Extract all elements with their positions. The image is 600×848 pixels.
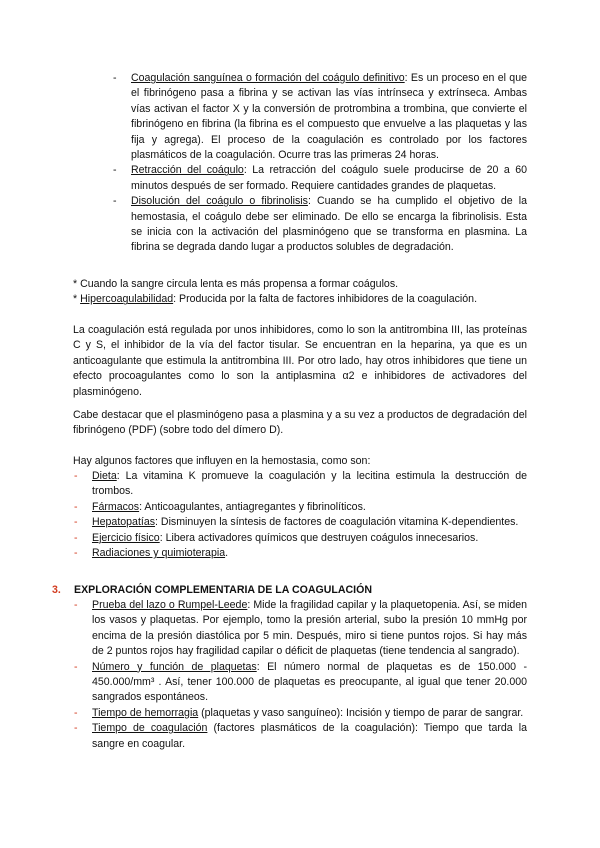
list-item	[74, 531, 527, 546]
note-1: * Cuando la sangre circula lenta es más propensa a formar coágulos.	[73, 278, 399, 290]
note-2-prefix: *	[73, 293, 81, 306]
term-prueba-lazo: Prueba del lazo o Rumpel-Leede	[92, 599, 248, 611]
list-item	[113, 71, 527, 163]
term-dieta: Dieta	[92, 470, 117, 482]
dash-bullet: -	[113, 195, 117, 208]
term-radiaciones: Radiaciones y quimioterapia	[92, 547, 226, 560]
item-text: : Anticoagulantes, antiagregantes y fibrinolíticos.	[139, 500, 366, 513]
exploration-list	[74, 598, 528, 752]
item-text: : Es un proceso en el que el fibrinógeno pasa a fibrina y se activan las vías intrínseca y extrínseca. Ambas vías activan el factor X y la conversión de protrombina a trombina, que convierte el fibrinógeno en fibrina (la fibrina es el compuesto que envuelve a las plaquetas y las fija y agrega). El proceso de la coagulación es controlado por los factores plasmáticos de la coagulación. Ocurre tras las primeras 24 horas.	[131, 72, 527, 162]
term-tiempo-hemorragia: Tiempo de hemorragia	[92, 706, 199, 719]
dash-bullet: -	[74, 470, 78, 482]
dash-bullet: -	[74, 547, 78, 560]
list-item	[113, 194, 527, 256]
factors-list	[74, 469, 527, 561]
section-title: EXPLORACIÓN COMPLEMENTARIA DE LA COAGULACIÓN	[74, 584, 372, 596]
section-number: 3.	[52, 584, 61, 596]
term-coagulacion: Coagulación sanguínea o formación del coágulo definitivo	[131, 72, 405, 84]
item-text: : Mide la fragilidad capilar y la plaquetopenia. Así, se miden los vasos y plaquetas. Por ejemplo, tomo la presión arterial, subo la presión 10 mmHg por encima de la presión diastólica por 5 min. Después, miro si tiene puntos rojos. Si hay más de 2 puntos rojos hay fragilidad capilar o déficit de plaquetas (tiene tendencia al sangrado).	[92, 599, 528, 658]
dash-bullet: -	[74, 531, 78, 544]
term-ejercicio: Ejercicio físico	[92, 531, 160, 544]
list-item	[74, 660, 527, 706]
paragraph-plasminogeno: Cabe destacar que el plasminógeno pasa a plasmina y a su vez a productos de degradación del fibrinógeno (PDF) (sobre todo del dímero D).	[73, 409, 527, 437]
term-hepatopatias: Hepatopatías	[92, 516, 156, 529]
notes-block	[73, 277, 533, 308]
dash-bullet: -	[74, 516, 78, 529]
dash-bullet: -	[74, 722, 78, 735]
list-item	[74, 598, 528, 660]
dash-bullet: -	[74, 660, 78, 673]
term-farmacos: Fármacos	[92, 500, 140, 513]
term-hipercoagulabilidad: Hipercoagulabilidad	[80, 293, 174, 306]
item-text: : El número normal de plaquetas es de 150.000 - 450.000/mm³ . Así, tener 100.000 de plaquetas es preocupante, al igual que tener 20.000 sangrados espontáneos.	[92, 660, 527, 704]
paragraph-inhibidores: La coagulación está regulada por unos inhibidores, como lo son la antitrombina III, las proteínas C y S, el inhibidor de la vía del factor tisular. Se encuentran en la heparina, ya que es un anticoagulante que estimula la antitrombina III. Por otro lado, hay otros inhibidores que tiene un efecto procoagulantes como lo son la antiplasmina α2 e inhibidores de activadores del plasminógeno.	[73, 324, 527, 398]
item-text: (plaquetas y vaso sanguíneo): Incisión y tiempo de parar de sangrar.	[198, 706, 524, 719]
note-2	[73, 292, 533, 307]
dash-bullet: -	[74, 599, 78, 611]
dash-bullet: -	[74, 500, 78, 513]
note-2-text: : Producida por la falta de factores inhibidores de la coagulación.	[173, 293, 478, 306]
term-numero-plaquetas: Número y función de plaquetas	[92, 660, 257, 673]
dash-bullet: -	[113, 164, 117, 177]
dash-bullet: -	[113, 72, 117, 84]
list-item	[113, 163, 527, 194]
list-item	[74, 500, 527, 515]
section-heading	[52, 583, 532, 598]
term-tiempo-coagulacion: Tiempo de coagulación	[92, 722, 208, 735]
hemostasis-phases-list	[113, 71, 527, 256]
list-item	[74, 546, 527, 561]
item-text: : Libera activadores químicos que destruyen coágulos innecesarios.	[159, 531, 479, 544]
term-disolucion: Disolución del coágulo o fibrinolisis	[131, 195, 308, 208]
item-text: : La retracción del coágulo suele producirse de 20 a 60 minutos después de ser formado. Requiere cantidades grandes de plaquetas.	[131, 164, 527, 192]
item-text: : Disminuyen la síntesis de factores de coagulación vitamina K-dependientes.	[155, 516, 519, 529]
item-text: (factores plasmáticos de la coagulación): Tiempo que tarda la sangre en coagular.	[92, 722, 528, 750]
list-item	[74, 515, 527, 530]
list-item	[74, 721, 528, 752]
item-text: : La vitamina K promueve la coagulación y la lecitina estimula la destrucción de trombos.	[92, 470, 527, 498]
dash-bullet: -	[74, 706, 78, 719]
term-retraccion: Retracción del coágulo	[131, 164, 244, 177]
item-text: : Cuando se ha cumplido el objetivo de la hemostasia, el coágulo debe ser eliminado. De ello se encarga la fibrinolisis. Esta se inicia con la activación del plasminógeno que se transforma en plasmina. La fibrina se degrada dando lugar a productos solubles de degradación.	[131, 195, 527, 254]
list-item	[74, 706, 527, 721]
paragraph-factores-intro: Hay algunos factores que influyen en la hemostasia, como son:	[73, 455, 371, 467]
list-item	[74, 469, 527, 500]
item-text: .	[225, 547, 229, 560]
